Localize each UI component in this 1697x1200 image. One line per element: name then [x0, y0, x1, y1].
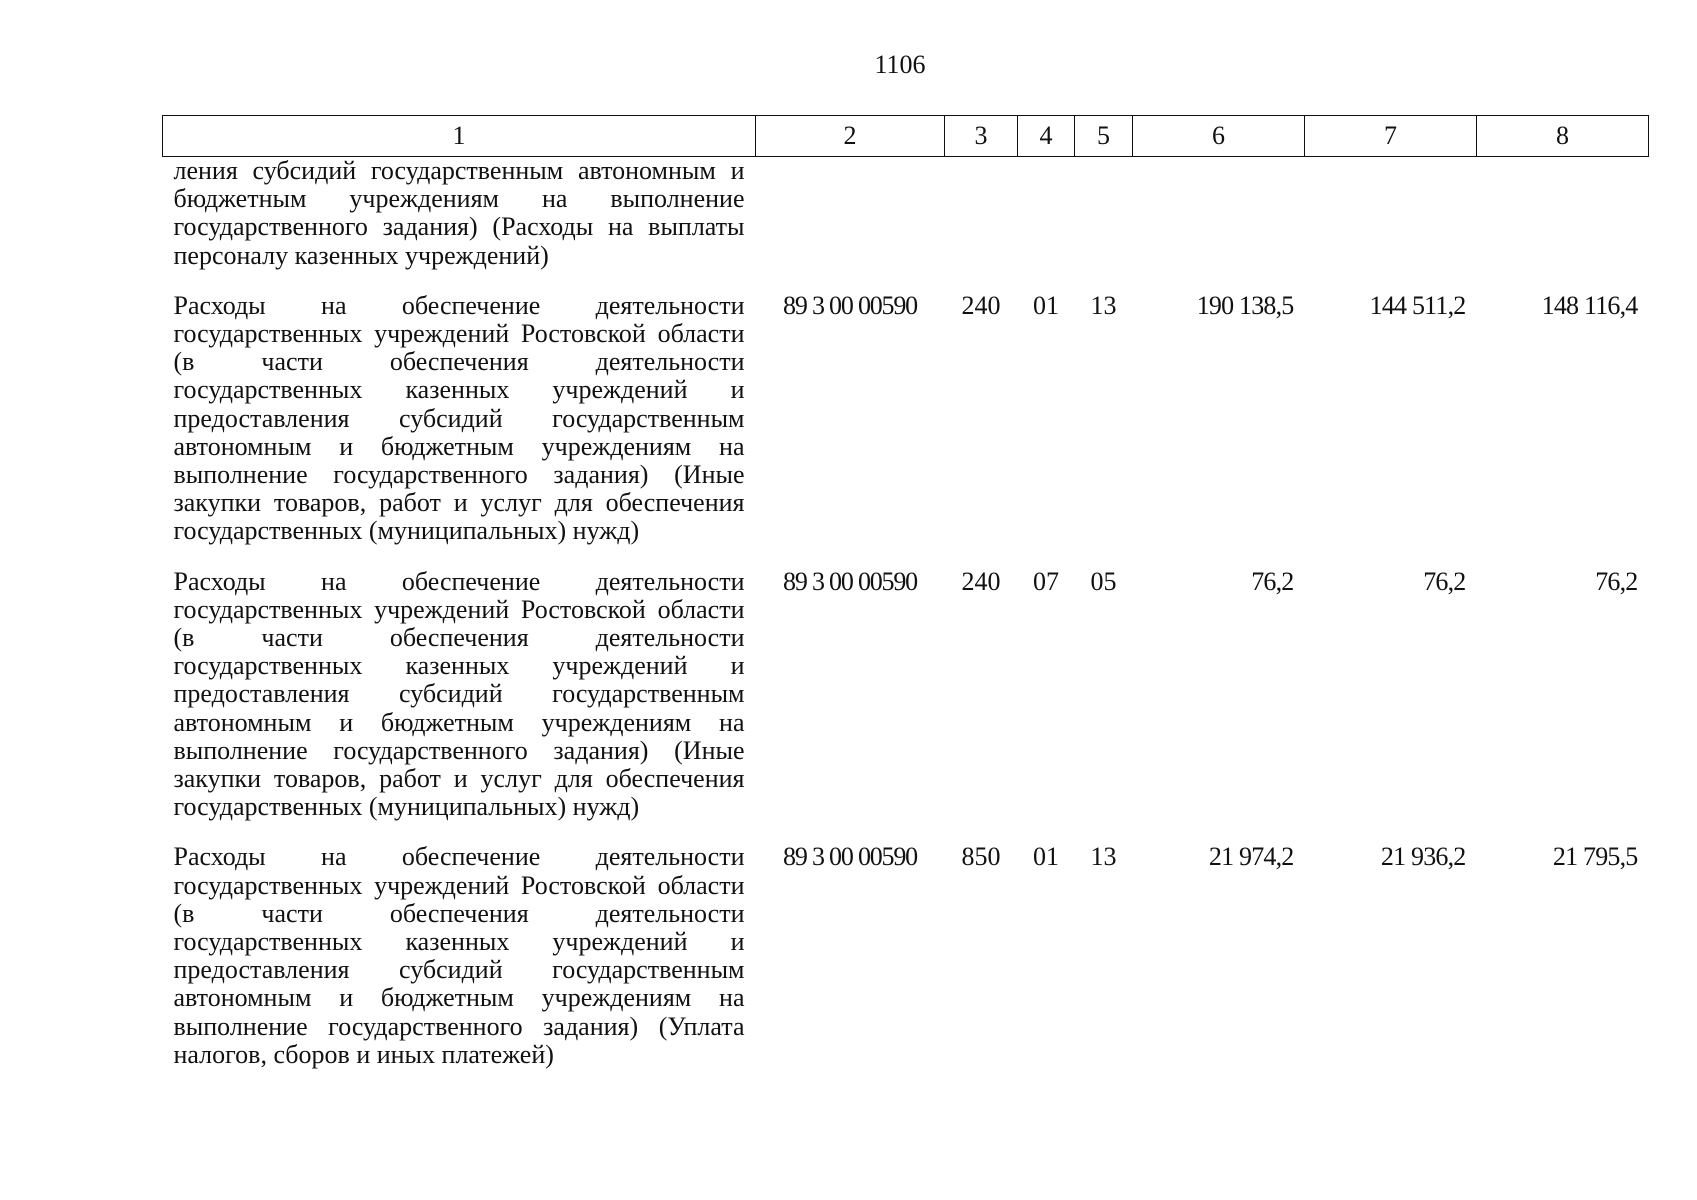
- row-subsection: 13: [1090, 290, 1117, 320]
- budget-table: [162, 115, 1649, 1069]
- row-section: 01: [1033, 842, 1059, 872]
- row-expense-type: [945, 157, 1018, 270]
- row-amount-col8: 76,2: [1595, 566, 1638, 596]
- row-target-code: 89 3 00 00590: [783, 842, 917, 872]
- row-amount-col6: 21 974,2: [1208, 842, 1294, 872]
- row-subsection: [1075, 157, 1133, 270]
- row-expense-type: 240: [961, 566, 1001, 596]
- row-amount-col8: [1477, 157, 1649, 270]
- column-header-8: 8: [1477, 116, 1649, 157]
- column-header-6: 6: [1133, 116, 1305, 157]
- row-amount-col7: 144 511,2: [1369, 290, 1466, 320]
- row-description: Расходы на обеспечение деятельности государственных учреждений Ростовской области (в части обеспечения деятельности государственных казенных учреждений и предоставления субсидий государственным автономным и бюджетным учреждениям на выполнение государственного задания) (Уплата налогов, сборов и иных платежей): [173, 842, 745, 1069]
- row-amount-col6: [1133, 157, 1305, 270]
- table-row: [163, 157, 1649, 270]
- column-header-3: 3: [945, 116, 1018, 157]
- row-amount-col6: 76,2: [1251, 566, 1294, 596]
- row-amount-col7: 21 936,2: [1380, 842, 1466, 872]
- row-subsection: 05: [1090, 566, 1117, 596]
- column-header-1: 1: [163, 116, 756, 157]
- table-row: [163, 546, 1649, 822]
- row-expense-type: 240: [961, 290, 1001, 320]
- row-description: ления субсидий государственным автономным и бюджетным учреждениям на выполнение государственного задания) (Расходы на выплаты персоналу казенных учреждений): [173, 156, 745, 270]
- row-section: [1018, 157, 1075, 270]
- row-target-code: 89 3 00 00590: [783, 290, 917, 320]
- row-amount-col7: [1305, 157, 1477, 270]
- row-amount-col6: 190 138,5: [1196, 290, 1294, 320]
- row-target-code: 89 3 00 00590: [783, 566, 917, 596]
- row-expense-type: 850: [961, 842, 1001, 872]
- row-amount-col8: 148 116,4: [1541, 290, 1638, 320]
- row-description: Расходы на обеспечение деятельности государственных учреждений Ростовской области (в части обеспечения деятельности государственных казенных учреждений и предоставления субсидий государственным автономным и бюджетным учреждениям на выполнение государственного задания) (Иные закупки товаров, работ и услуг для обеспечения государственных (муниципальных) нужд): [173, 566, 745, 822]
- row-subsection: 13: [1090, 842, 1117, 872]
- page-number: 1106: [874, 50, 926, 79]
- row-description: Расходы на обеспечение деятельности государственных учреждений Ростовской области (в части обеспечения деятельности государственных казенных учреждений и предоставления субсидий государственным автономным и бюджетным учреждениям на выполнение государственного задания) (Иные закупки товаров, работ и услуг для обеспечения государственных (муниципальных) нужд): [173, 290, 745, 546]
- row-section: 01: [1033, 290, 1059, 320]
- column-header-2: 2: [756, 116, 945, 157]
- row-amount-col7: 76,2: [1423, 566, 1466, 596]
- row-target-code: [756, 157, 945, 270]
- row-section: 07: [1033, 566, 1059, 596]
- column-header-4: 4: [1018, 116, 1075, 157]
- row-amount-col8: 21 795,5: [1552, 842, 1638, 872]
- column-number-header-row: [163, 116, 1649, 157]
- table-row: [163, 270, 1649, 546]
- column-header-5: 5: [1075, 116, 1133, 157]
- column-header-7: 7: [1305, 116, 1477, 157]
- table-row: [163, 821, 1649, 1069]
